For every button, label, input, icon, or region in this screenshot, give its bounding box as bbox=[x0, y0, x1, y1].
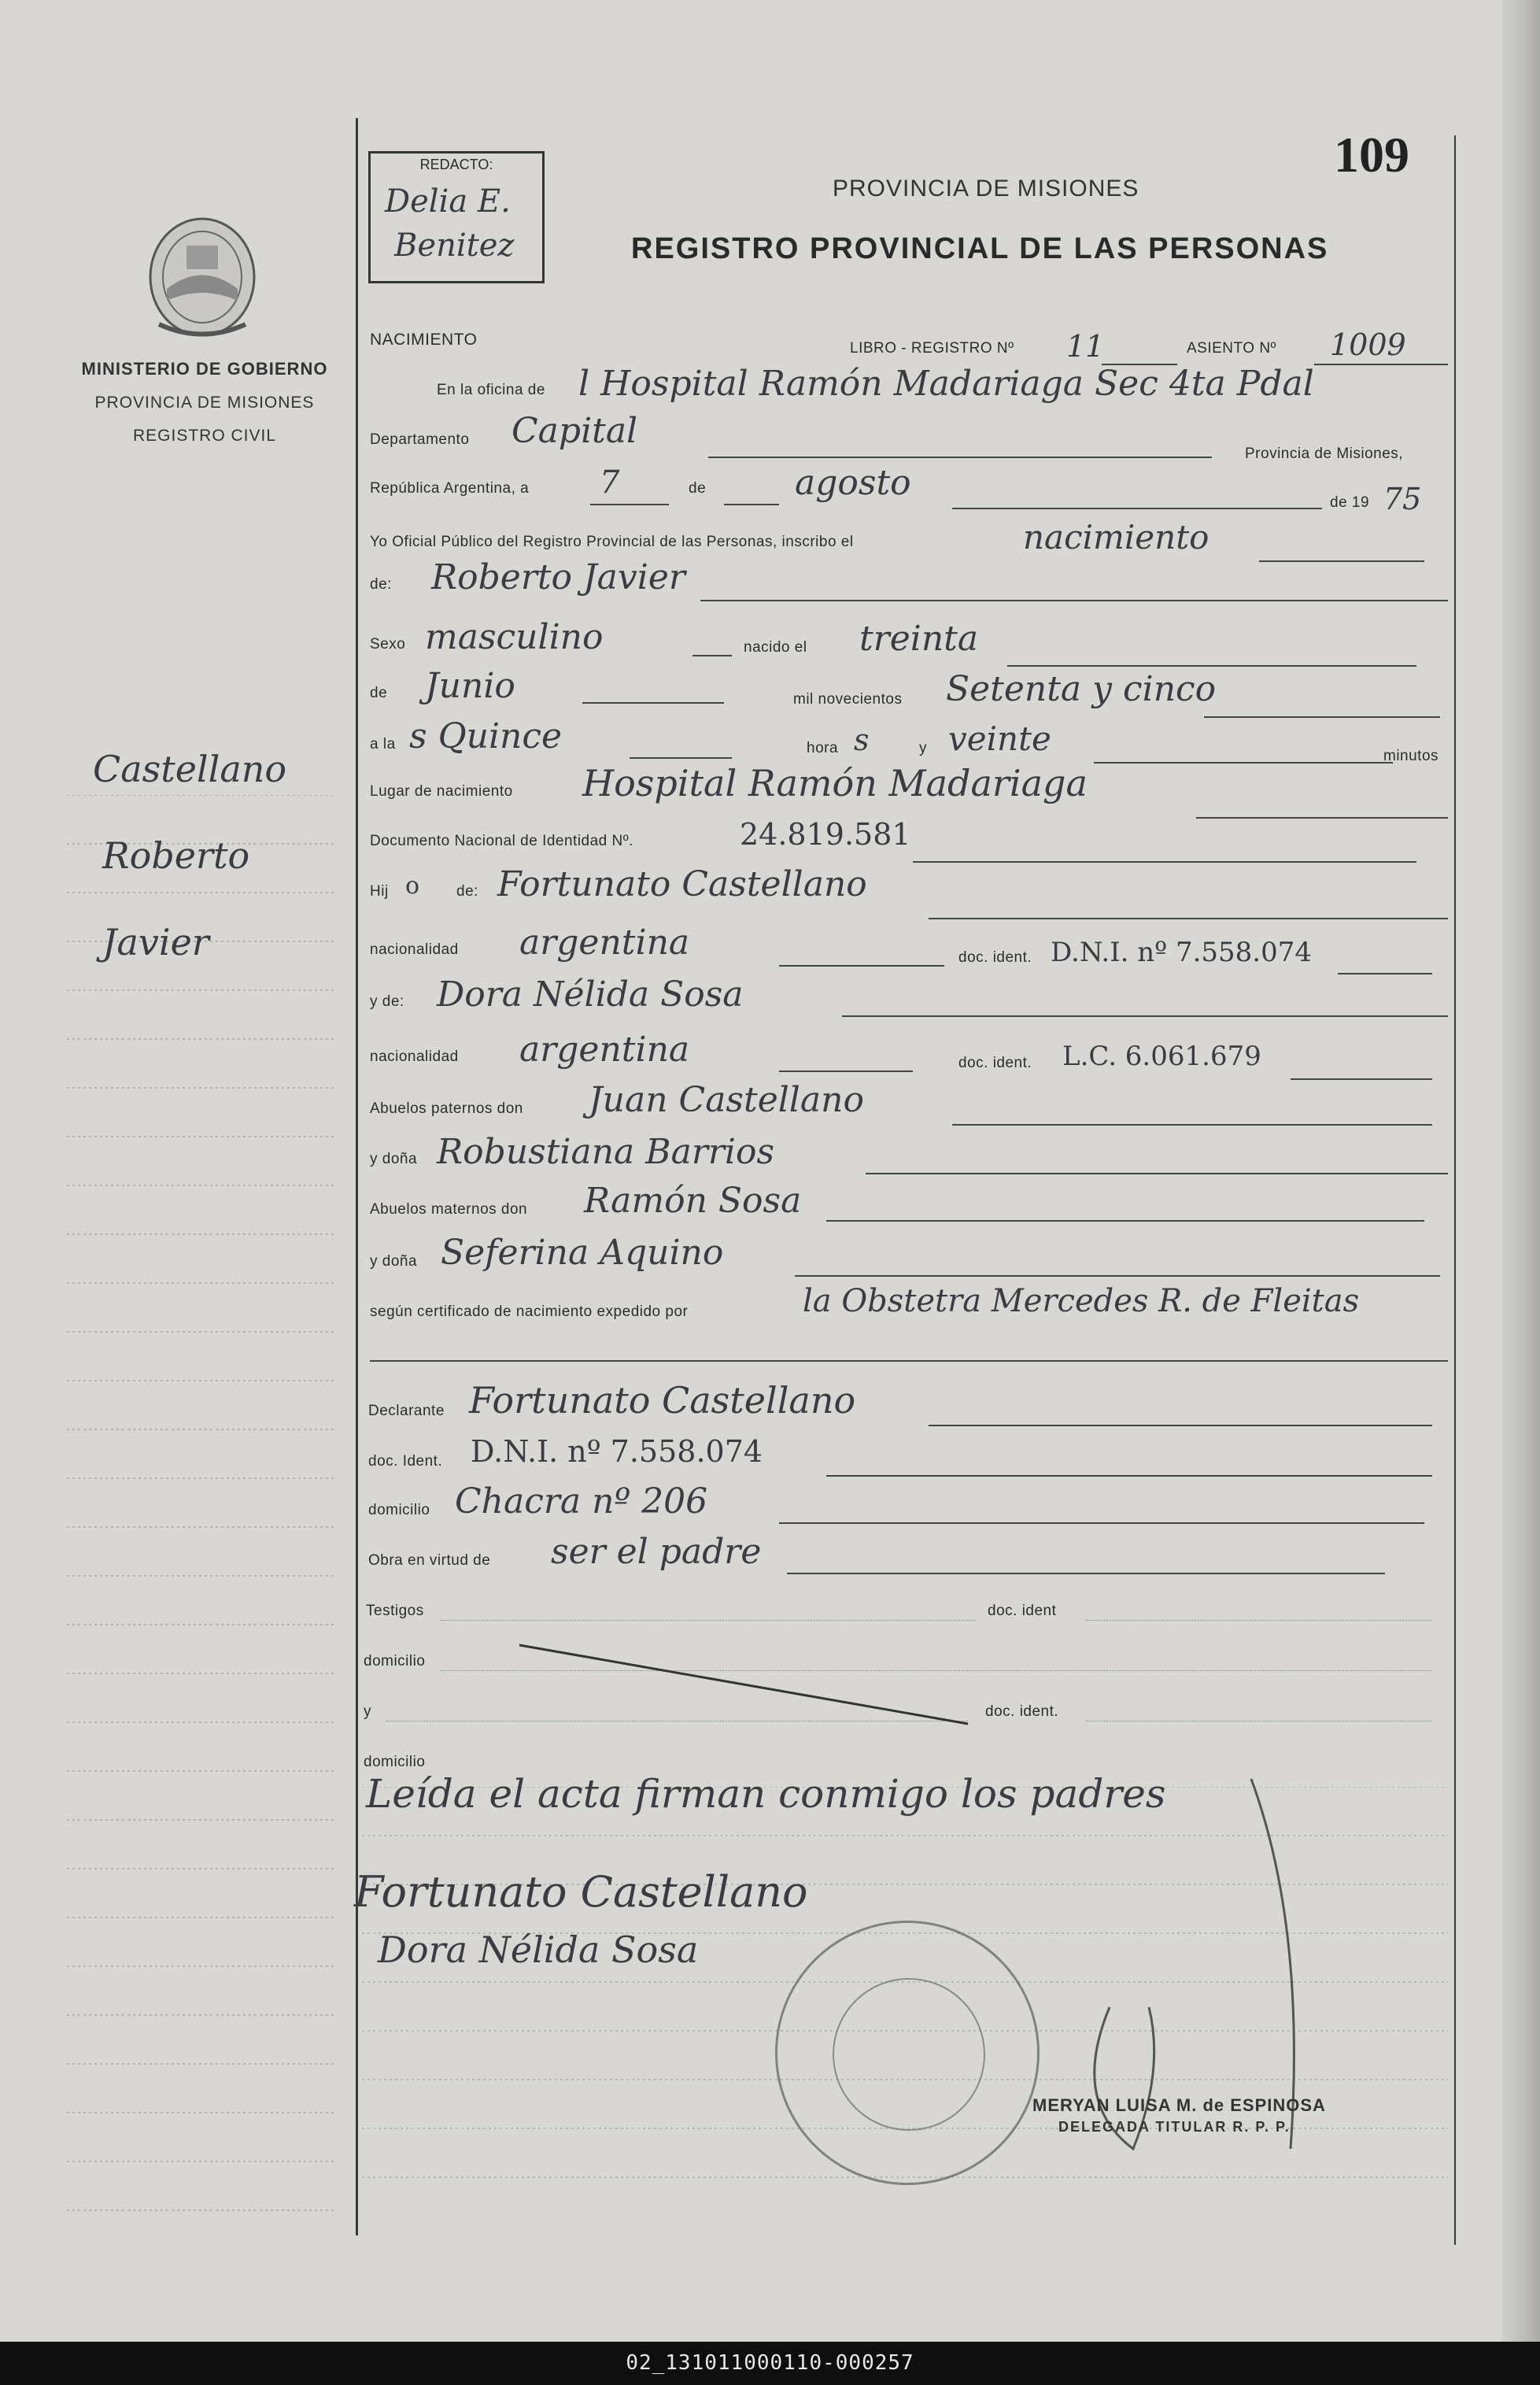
header-province: PROVINCIA DE MISIONES bbox=[833, 176, 1139, 202]
dia-value: 7 bbox=[600, 464, 620, 501]
provincia-label: Provincia de Misiones, bbox=[1245, 446, 1404, 462]
doc-decl-value: D.N.I. nº 7.558.074 bbox=[471, 1434, 763, 1469]
nac1-label: nacionalidad bbox=[370, 941, 459, 958]
mes-line bbox=[952, 508, 1322, 509]
testigos-label: Testigos bbox=[366, 1603, 424, 1619]
minutos-line bbox=[1094, 762, 1393, 764]
oficina-label: En la oficina de bbox=[437, 382, 545, 398]
page-edge bbox=[1502, 0, 1540, 2342]
abuela-mat-line bbox=[795, 1275, 1440, 1277]
doc-ident-a-line bbox=[1086, 1620, 1432, 1621]
horas-value: s bbox=[854, 723, 870, 757]
departamento-line bbox=[708, 457, 1212, 458]
padre-label: de: bbox=[456, 883, 478, 900]
abuelo-mat-line bbox=[826, 1220, 1424, 1222]
doc-ident-b-label: doc. ident. bbox=[985, 1703, 1059, 1720]
a-las-label: a la bbox=[370, 736, 396, 752]
margin-surname: Castellano bbox=[93, 748, 287, 790]
oficial-label: Yo Oficial Público del Registro Provincial de las Personas, inscribo el bbox=[370, 534, 854, 550]
oficial-line bbox=[1259, 560, 1424, 562]
documento-label: Documento Nacional de Identidad Nº. bbox=[370, 833, 633, 849]
nac2-value: argentina bbox=[519, 1030, 690, 1070]
doc2-value: L.C. 6.061.679 bbox=[1062, 1041, 1261, 1072]
abuela-pat-line bbox=[866, 1173, 1448, 1174]
margin-ruling bbox=[67, 795, 334, 2228]
margin-first-name: Roberto bbox=[102, 834, 250, 877]
nacido-line bbox=[1007, 665, 1416, 667]
ministry-title: MINISTERIO DE GOBIERNO bbox=[81, 359, 328, 379]
sexo-value: masculino bbox=[425, 617, 604, 657]
nacido-value: treinta bbox=[859, 619, 979, 659]
domicilio-value: Chacra nº 206 bbox=[455, 1481, 708, 1522]
segun-label: según certificado de nacimiento expedido por bbox=[370, 1303, 689, 1320]
doc1-label: doc. ident. bbox=[958, 949, 1032, 966]
doc-decl-label: doc. Ident. bbox=[368, 1453, 443, 1470]
libro-label: LIBRO - REGISTRO Nº bbox=[850, 340, 1014, 357]
nac1-line bbox=[779, 965, 944, 967]
nac2-line bbox=[779, 1070, 913, 1072]
madre-value: Dora Nélida Sosa bbox=[437, 974, 744, 1015]
domicilio-label: domicilio bbox=[368, 1502, 430, 1518]
nombre-value: Roberto Javier bbox=[431, 557, 685, 597]
declarante-line bbox=[929, 1425, 1432, 1426]
abuelos-mat-label: Abuelos maternos don bbox=[370, 1201, 528, 1218]
obra-line bbox=[787, 1573, 1385, 1574]
mil-label: mil novecientos bbox=[793, 691, 903, 708]
documento-line bbox=[913, 861, 1416, 863]
asiento-label: ASIENTO Nº bbox=[1187, 340, 1276, 357]
de-mes-label: de bbox=[689, 480, 707, 497]
doc1-line bbox=[1338, 973, 1432, 974]
mil-value: Setenta y cinco bbox=[946, 669, 1217, 709]
redacto-label: REDACTO: bbox=[419, 157, 493, 172]
departamento-value: Capital bbox=[511, 411, 638, 451]
nombre-label: de: bbox=[370, 576, 392, 593]
hij-label: Hij bbox=[370, 883, 389, 900]
redacto-name-line2: Benitez bbox=[394, 227, 515, 264]
a-las-line bbox=[630, 757, 732, 759]
obra-value: ser el padre bbox=[551, 1532, 762, 1572]
lugar-value: Hospital Ramón Madariaga bbox=[582, 762, 1088, 804]
hij-value: o bbox=[405, 872, 420, 900]
declarante-label: Declarante bbox=[368, 1403, 445, 1419]
nacimiento-label: NACIMIENTO bbox=[370, 331, 478, 349]
asiento-line bbox=[1314, 364, 1448, 365]
domicilio-line bbox=[779, 1522, 1424, 1524]
lugar-line bbox=[1196, 817, 1448, 819]
mes-nac-value: Junio bbox=[425, 666, 515, 706]
y-dona1-label: y doña bbox=[370, 1151, 418, 1167]
ministry-province: PROVINCIA DE MISIONES bbox=[94, 394, 315, 412]
asiento-value: 1009 bbox=[1330, 327, 1406, 362]
minutos-label: minutos bbox=[1383, 748, 1439, 764]
madre-line bbox=[842, 1015, 1448, 1017]
abuela-mat-value: Seferina Aquino bbox=[441, 1233, 724, 1273]
minutos-value: veinte bbox=[948, 719, 1051, 758]
strike-line bbox=[511, 1637, 984, 1732]
y-de-label: y de: bbox=[370, 993, 404, 1010]
declarante-value: Fortunato Castellano bbox=[469, 1379, 856, 1422]
official-seal bbox=[775, 1921, 1040, 2185]
anio-value: 75 bbox=[1383, 482, 1422, 516]
abuelos-pat-label: Abuelos paternos don bbox=[370, 1100, 523, 1117]
sexo-label: Sexo bbox=[370, 636, 406, 653]
ministry-registry: REGISTRO CIVIL bbox=[132, 427, 277, 445]
closing-text: Leída el acta firman conmigo los padres bbox=[366, 1771, 1166, 1817]
domicilio3-label: domicilio bbox=[364, 1754, 426, 1770]
form-right-border bbox=[1454, 135, 1456, 2245]
obra-label: Obra en virtud de bbox=[368, 1552, 491, 1569]
seal-inner bbox=[833, 1978, 985, 2131]
abuelo-mat-value: Ramón Sosa bbox=[584, 1181, 802, 1221]
lugar-label: Lugar de nacimiento bbox=[370, 783, 513, 800]
header-registry: REGISTRO PROVINCIAL DE LAS PERSONAS bbox=[631, 232, 1329, 265]
redacto-box bbox=[368, 151, 545, 283]
delegada-name: MERYAN LUISA M. de ESPINOSA bbox=[1032, 2095, 1326, 2115]
nacido-label: nacido el bbox=[744, 639, 807, 656]
abuelo-pat-line bbox=[952, 1124, 1432, 1126]
libro-value: 11 bbox=[1066, 329, 1105, 364]
horas-label: hora bbox=[807, 740, 839, 756]
doc2-label: doc. ident. bbox=[958, 1055, 1032, 1071]
signature-father: Fortunato Castellano bbox=[354, 1867, 808, 1917]
sexo-line bbox=[692, 655, 732, 656]
documento-value: 24.819.581 bbox=[740, 817, 911, 852]
y2-label: y bbox=[364, 1703, 371, 1720]
padre-line bbox=[929, 918, 1448, 919]
delegada-title: DELEGADA TITULAR R. P. P. bbox=[1058, 2119, 1291, 2135]
nac1-value: argentina bbox=[519, 923, 690, 963]
de-anio-label: de 19 bbox=[1330, 494, 1370, 511]
mil-line bbox=[1204, 716, 1440, 718]
form-left-border bbox=[356, 118, 358, 2235]
mes-nac-line bbox=[582, 702, 724, 704]
dia-line bbox=[590, 504, 669, 505]
mes-nac-label: de bbox=[370, 685, 388, 701]
margin-second-name: Javier bbox=[102, 921, 209, 963]
mes-line-pre bbox=[724, 504, 779, 505]
coat-of-arms-icon bbox=[143, 214, 261, 340]
y-dona2-label: y doña bbox=[370, 1253, 418, 1270]
nac2-label: nacionalidad bbox=[370, 1048, 459, 1065]
republica-label: República Argentina, a bbox=[370, 480, 530, 497]
padre-value: Fortunato Castellano bbox=[497, 864, 867, 904]
segun-line2 bbox=[370, 1360, 1448, 1362]
departamento-label: Departamento bbox=[370, 431, 470, 448]
nombre-line bbox=[700, 600, 1448, 601]
mes-value: agosto bbox=[795, 463, 911, 503]
oficina-value: l Hospital Ramón Madariaga Sec 4ta Pdal bbox=[578, 364, 1314, 404]
testigos-line bbox=[441, 1620, 976, 1621]
signature-mother: Dora Nélida Sosa bbox=[378, 1928, 699, 1971]
page-number: 109 bbox=[1334, 127, 1409, 183]
abuela-pat-value: Robustiana Barrios bbox=[437, 1132, 775, 1172]
abuelo-pat-value: Juan Castellano bbox=[589, 1080, 864, 1120]
doc-ident-a-label: doc. ident bbox=[988, 1603, 1057, 1619]
segun-value: la Obstetra Mercedes R. de Fleitas bbox=[803, 1283, 1360, 1319]
redacto-name-line1: Delia E. bbox=[385, 183, 511, 220]
a-las-value: s Quince bbox=[409, 716, 563, 756]
footer-id: 02_131011000110-000257 bbox=[0, 2342, 1540, 2385]
doc1-value: D.N.I. nº 7.558.074 bbox=[1051, 937, 1313, 968]
doc-decl-line bbox=[826, 1475, 1432, 1477]
doc2-line bbox=[1291, 1078, 1432, 1080]
domicilio2-label: domicilio bbox=[364, 1653, 426, 1670]
oficial-value: nacimiento bbox=[1023, 518, 1209, 556]
y-min-label: y bbox=[919, 740, 927, 756]
